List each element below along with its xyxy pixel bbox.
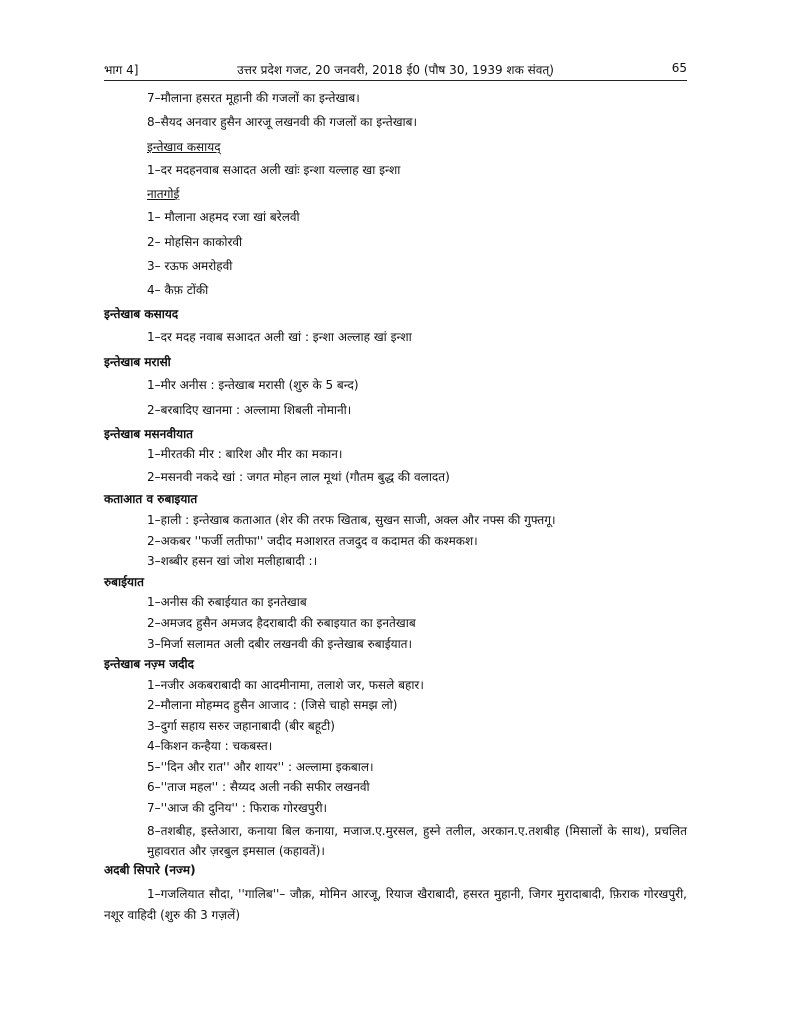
list-item: 1–गजलियात सौदा, ''गालिब''– जौक़, मोमिन आरजू, रियाज खैराबादी, हसरत मुहानी, जिगर मुरादाबादी, फ़िराक गोरखपुरी, नशूर वाहिदी (शुरु की 3 गज़लें) [104, 887, 687, 922]
header-rule [104, 80, 687, 81]
section-heading: इन्तेखाब कसायद [104, 307, 179, 321]
subsection-heading: इन्तेखाव कसायद् [147, 140, 221, 154]
list-item: 5–''दिन और रात'' और शायर'' : अल्लामा इकबाल। [147, 760, 374, 774]
section-heading: रुबाईयात [104, 575, 144, 589]
list-item: 4–किशन कन्हैया : चकबस्त। [147, 739, 273, 753]
list-item: 7–मौलाना हसरत मूहानी की गजलों का इन्तेखाब। [147, 91, 360, 105]
section-heading: इन्तेखाब मरासी [104, 355, 171, 369]
list-item: 1–दर मदहनवाब सआदत अली खांः इन्शा यल्लाह खा इन्शा [147, 163, 401, 177]
section-heading: कताआत व रुबाइयात [104, 492, 198, 506]
list-item: 3–शब्बीर हसन खां जोश मलीहाबादी :। [147, 554, 318, 568]
list-item: 3–दुर्गा सहाय सरुर जहानाबादी (बीर बहूटी) [147, 719, 335, 733]
section-heading: इन्तेखाब मसनवीयात [104, 427, 194, 441]
list-item: 1–हाली : इन्तेखाब कताआत (शेर की तरफ खिताब, सुखन साजी, अक्ल और नफ्स की गुफ्तगू। [147, 513, 556, 527]
list-item: 4– कैफ़ टोंकी [147, 283, 209, 297]
list-item: 1–मीर अनीस : इन्तेखाब मरासी (शुरु के 5 बन्द) [147, 378, 359, 392]
section-heading: इन्तेखाब नज़्म जदीद [104, 657, 195, 671]
section-heading: अदबी सिपारे (नज्म) [104, 863, 196, 877]
subsection-heading: नातगोई [147, 187, 180, 201]
list-item: 3–मिर्जा सलामत अली दबीर लखनवी की इन्तेखाब रुबाईयात। [147, 637, 413, 651]
list-item: 2–मसनवी नकदे खां : जगत मोहन लाल मूथां (गौतम बुद्ध की वलादत) [147, 470, 450, 484]
part-label: भाग 4] [104, 63, 139, 77]
list-item: 1– मौलाना अहमद रजा खां बरेलवी [147, 210, 300, 224]
list-item: 6–''ताज महल'' : सैय्यद अली नकी सफीर लखनवी [147, 780, 370, 794]
list-item: 2–अकबर ''फर्जी लतीफा'' जदीद मआशरत तजदुद व कदामत की कश्मकश। [147, 534, 478, 548]
list-item: 3– रऊफ अमरोहवी [147, 259, 233, 273]
list-item: 1–नजीर अकबराबादी का आदमीनामा, तलाशे जर, फसले बहार। [147, 678, 424, 692]
list-item: 8–सैयद अनवार हुसैन आरजू लखनवी की गजलों का इन्तेखाब। [147, 115, 418, 129]
list-item: 7–''आज की दुनिय'' : फिराक गोरखपुरी। [147, 801, 328, 815]
list-item: 2–अमजद हुसैन अमजद हैदराबादी की रुबाइयात का इनतेखाब [147, 616, 416, 630]
page-number: 65 [671, 61, 687, 75]
gazette-title: उत्तर प्रदेश गजट, 20 जनवरी, 2018 ई0 (पौष 30, 1939 शक संवत्) [237, 63, 554, 77]
list-item: 2– मोहसिन काकोरवी [147, 235, 243, 249]
list-item: 2–मौलाना मोहम्मद हुसैन आजाद : (जिसे चाहो समझ लो) [147, 698, 398, 712]
list-item: 2–बरबादिए खानमा : अल्लामा शिबली नोमानी। [147, 403, 352, 417]
list-item: 1–अनीस की रुबाईयात का इनतेखाब [147, 595, 307, 609]
list-item: 1–दर मदह नवाब सआदत अली खां : इन्शा अल्लाह खां इन्शा [147, 330, 412, 344]
list-item: 1–मीरतकी मीर : बारिश और मीर का मकान। [147, 447, 343, 461]
list-item: 8–तशबीह, इस्तेआरा, कनाया बिल कनाया, मजाज.ए.मुरसल, हुस्ने तलील, अरकान.ए.तशबीह (मिसालों के साथ), प्रचलित मुहावरात और ज़रबुल इमसाल (कहावतें)। [147, 824, 687, 858]
